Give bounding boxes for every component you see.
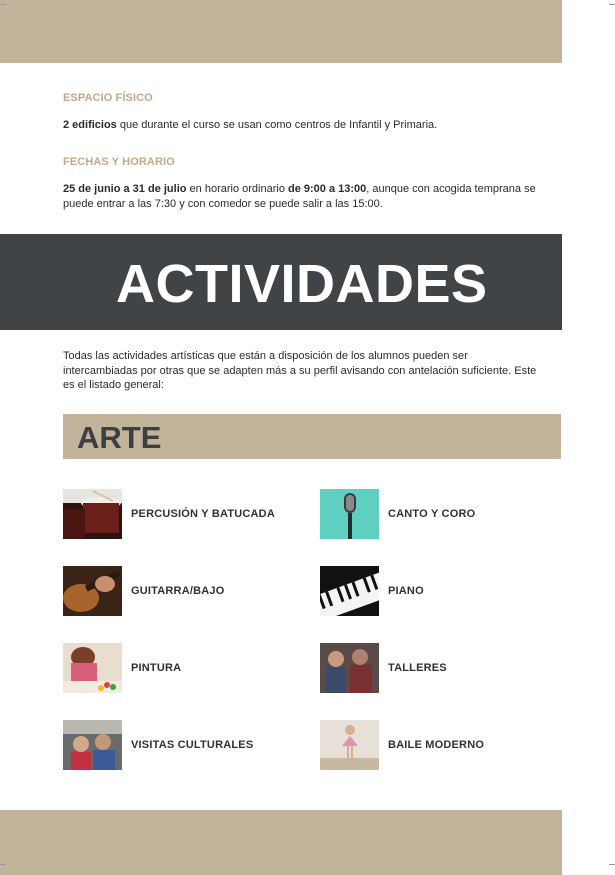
footer-band <box>0 810 562 875</box>
activity-item-visitas <box>63 720 253 770</box>
activity-item-talleres <box>320 643 447 693</box>
activity-label: PIANO <box>388 585 424 597</box>
activity-item-guitarra <box>63 566 224 616</box>
dancer-photo-icon <box>320 720 379 770</box>
guitar-photo-icon <box>63 566 122 616</box>
fechas-text-2: , aunque con acogida temprana se puede entrar a las 7:30 y con comedor se puede salir a las 15:00. <box>63 183 536 210</box>
piano-keys-photo-icon <box>320 566 379 616</box>
espacio-fisico-text <box>63 118 543 133</box>
fechas-bold-dates: 25 de junio a 31 de julio <box>63 183 187 195</box>
crop-mark <box>0 864 6 865</box>
crop-mark <box>0 4 6 5</box>
activity-label: PERCUSIÓN Y BATUCADA <box>131 508 275 520</box>
museum-visit-photo-icon <box>63 720 122 770</box>
espacio-rest: que durante el curso se usan como centros de Infantil y Primaria. <box>116 119 438 131</box>
crop-mark <box>609 864 615 865</box>
workshop-kids-photo-icon <box>320 643 379 693</box>
activity-label: GUITARRA/BAJO <box>131 585 225 597</box>
painting-kids-photo-icon <box>63 643 122 693</box>
crop-mark <box>609 4 615 5</box>
arte-title: ARTE <box>77 420 162 455</box>
activity-item-baile <box>320 720 484 770</box>
activity-label: BAILE MODERNO <box>388 739 485 751</box>
activity-label: CANTO Y CORO <box>388 508 476 520</box>
activity-item-pintura <box>63 643 181 693</box>
activity-item-piano <box>320 566 424 616</box>
espacio-fisico-heading: ESPACIO FÍSICO <box>63 92 153 104</box>
actividades-title: ACTIVIDADES <box>116 254 488 314</box>
fechas-text-1: en horario ordinario <box>186 183 288 195</box>
fechas-bold-hours: de 9:00 a 13:00 <box>288 183 367 195</box>
activity-label: TALLERES <box>388 662 447 674</box>
drums-photo-icon <box>63 489 122 539</box>
fechas-horario-heading: FECHAS Y HORARIO <box>63 156 175 168</box>
activity-label: PINTURA <box>131 662 182 674</box>
activity-item-percusion <box>63 489 275 539</box>
header-band <box>0 0 562 63</box>
activity-label: VISITAS CULTURALES <box>131 739 254 751</box>
activity-item-canto <box>320 489 475 539</box>
fechas-horario-text <box>63 182 543 211</box>
actividades-intro: Todas las actividades artísticas que están a disposición de los alumnos pueden ser intercambiadas por otras que se adapten más a su perfil avisando con antelación suficiente. Este es el listado general: <box>63 350 537 391</box>
microphone-photo-icon <box>320 489 379 539</box>
espacio-bold: 2 edificios <box>63 119 117 131</box>
